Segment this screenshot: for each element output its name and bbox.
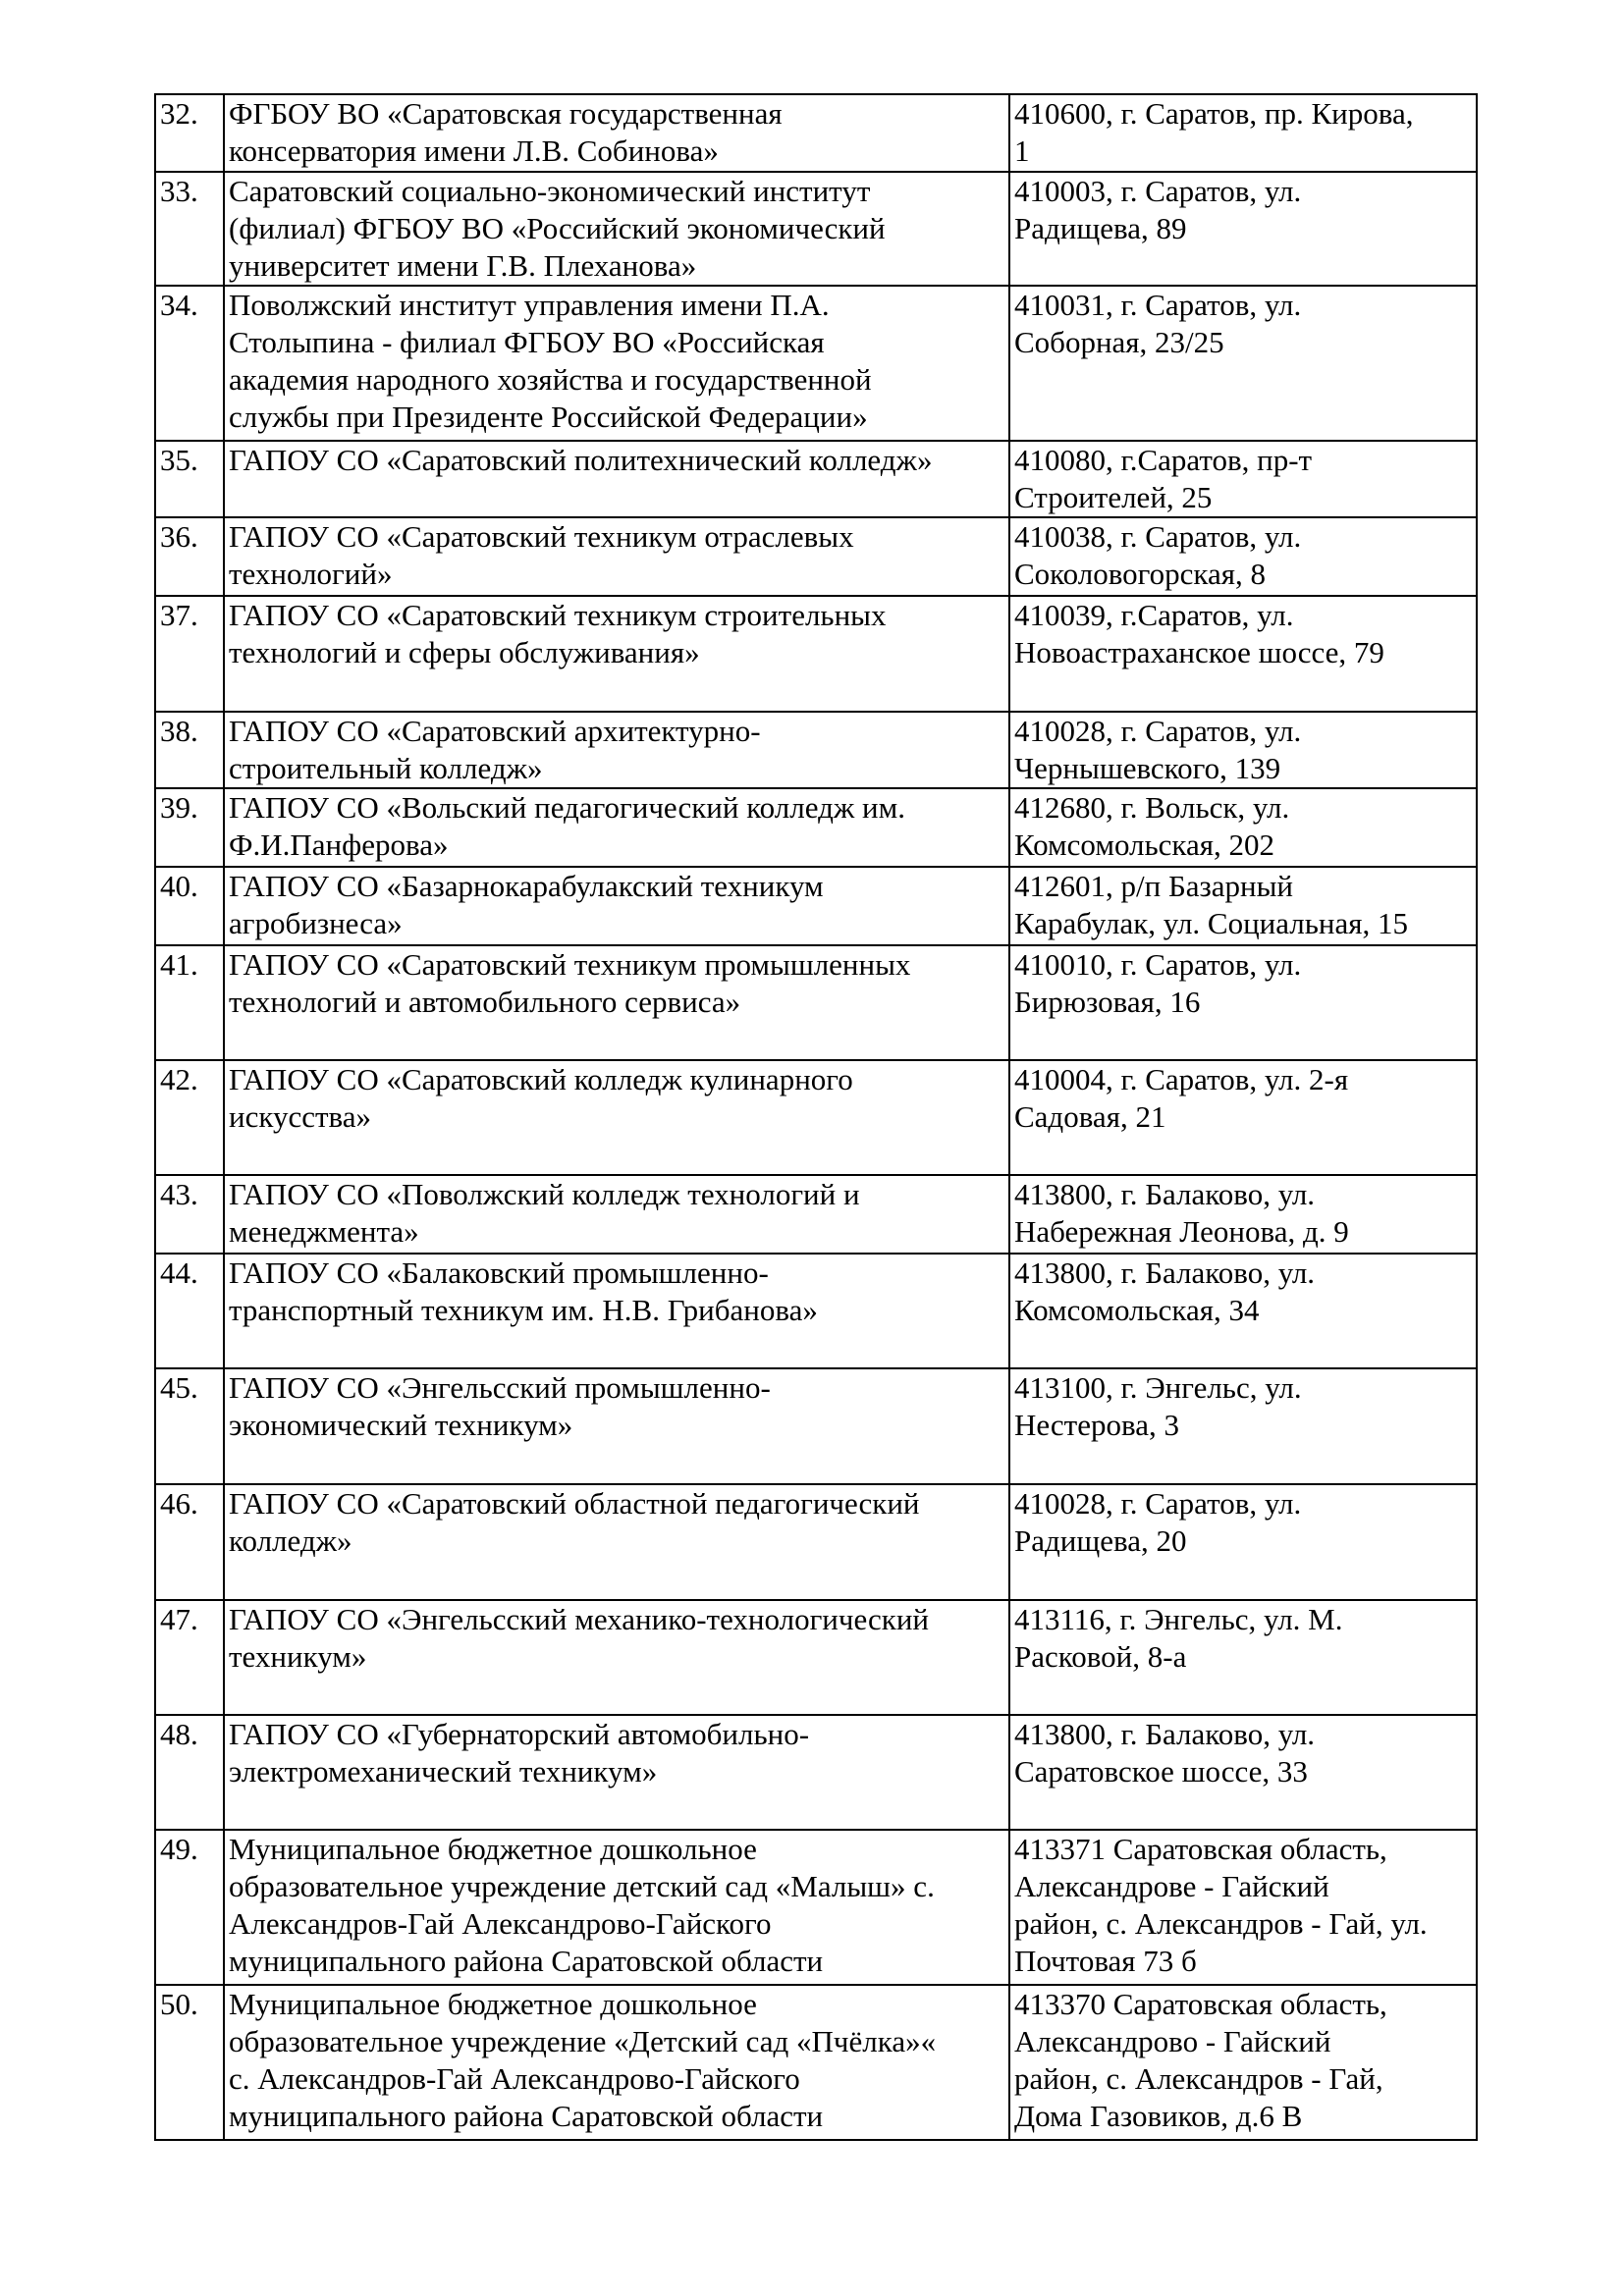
table-row (155, 441, 1477, 517)
table-row (155, 1060, 1477, 1175)
organization-name: ГАПОУ СО «Саратовский техникум отраслевых технологий» (224, 517, 1009, 596)
table-row (155, 1254, 1477, 1368)
row-number: 40. (155, 867, 224, 945)
row-number: 32. (155, 94, 224, 172)
organization-name: ГАПОУ СО «Саратовский политехнический колледж» (224, 441, 1009, 517)
organization-address: 410600, г. Саратов, пр. Кирова, 1 (1009, 94, 1477, 172)
row-number: 50. (155, 1985, 224, 2140)
organization-name: ГАПОУ СО «Базарнокарабулакский техникум агробизнеса» (224, 867, 1009, 945)
table-row (155, 1368, 1477, 1484)
organization-address: 413800, г. Балаково, ул. Комсомольская, 34 (1009, 1254, 1477, 1368)
row-number: 45. (155, 1368, 224, 1484)
organization-name: ГАПОУ СО «Вольский педагогический колледж им. Ф.И.Панферова» (224, 788, 1009, 867)
table-row (155, 1600, 1477, 1715)
row-number: 46. (155, 1484, 224, 1600)
row-number: 42. (155, 1060, 224, 1175)
organizations-table (154, 93, 1478, 2141)
row-number: 47. (155, 1600, 224, 1715)
organization-name: ГАПОУ СО «Саратовский техникум строительных технологий и сферы обслуживания» (224, 596, 1009, 712)
organization-name: ГАПОУ СО «Балаковский промышленно- транспортный техникум им. Н.В. Грибанова» (224, 1254, 1009, 1368)
organization-address: 412680, г. Вольск, ул. Комсомольская, 202 (1009, 788, 1477, 867)
organization-name: ГАПОУ СО «Саратовский архитектурно- строительный колледж» (224, 712, 1009, 788)
organization-name: ГАПОУ СО «Поволжский колледж технологий и менеджмента» (224, 1175, 1009, 1254)
organization-address: 410031, г. Саратов, ул. Соборная, 23/25 (1009, 286, 1477, 441)
table-row (155, 788, 1477, 867)
organization-address: 410010, г. Саратов, ул. Бирюзовая, 16 (1009, 945, 1477, 1060)
row-number: 38. (155, 712, 224, 788)
organization-address: 410003, г. Саратов, ул. Радищева, 89 (1009, 172, 1477, 286)
row-number: 35. (155, 441, 224, 517)
organization-address: 413100, г. Энгельс, ул. Нестерова, 3 (1009, 1368, 1477, 1484)
row-number: 39. (155, 788, 224, 867)
organization-name: Саратовский социально-экономический институт (филиал) ФГБОУ ВО «Российский экономический университет имени Г.В. Плеханова» (224, 172, 1009, 286)
organization-address: 410080, г.Саратов, пр-т Строителей, 25 (1009, 441, 1477, 517)
table-row (155, 1484, 1477, 1600)
organization-name: Муниципальное бюджетное дошкольное образовательное учреждение «Детский сад «Пчёлка»« с. Александров-Гай Александрово-Гайского муниципального района Саратовской области (224, 1985, 1009, 2140)
row-number: 41. (155, 945, 224, 1060)
organization-address: 412601, р/п Базарный Карабулак, ул. Социальная, 15 (1009, 867, 1477, 945)
row-number: 36. (155, 517, 224, 596)
table-row (155, 867, 1477, 945)
table-row (155, 596, 1477, 712)
table-row (155, 1715, 1477, 1830)
table-row (155, 517, 1477, 596)
organization-address: 413371 Саратовская область, Александрове - Гайский район, с. Александров - Гай, ул. Почтовая 73 б (1009, 1830, 1477, 1985)
table-row (155, 1175, 1477, 1254)
organization-name: ГАПОУ СО «Саратовский колледж кулинарного искусства» (224, 1060, 1009, 1175)
organization-address: 413370 Саратовская область, Александрово - Гайский район, с. Александров - Гай, Дома Газовиков, д.6 В (1009, 1985, 1477, 2140)
row-number: 33. (155, 172, 224, 286)
row-number: 48. (155, 1715, 224, 1830)
table-row (155, 712, 1477, 788)
row-number: 37. (155, 596, 224, 712)
organization-address: 410038, г. Саратов, ул. Соколовогорская, 8 (1009, 517, 1477, 596)
organization-address: 410028, г. Саратов, ул. Радищева, 20 (1009, 1484, 1477, 1600)
organization-address: 410028, г. Саратов, ул. Чернышевского, 139 (1009, 712, 1477, 788)
organization-address: 413800, г. Балаково, ул. Набережная Леонова, д. 9 (1009, 1175, 1477, 1254)
table-row (155, 94, 1477, 172)
organization-name: ГАПОУ СО «Губернаторский автомобильно- электромеханический техникум» (224, 1715, 1009, 1830)
organization-address: 410004, г. Саратов, ул. 2-я Садовая, 21 (1009, 1060, 1477, 1175)
table-row (155, 1830, 1477, 1985)
row-number: 49. (155, 1830, 224, 1985)
table-row (155, 172, 1477, 286)
organization-name: ФГБОУ ВО «Саратовская государственная консерватория имени Л.В. Собинова» (224, 94, 1009, 172)
row-number: 43. (155, 1175, 224, 1254)
row-number: 44. (155, 1254, 224, 1368)
organization-name: ГАПОУ СО «Энгельсский механико-технологический техникум» (224, 1600, 1009, 1715)
organization-address: 413800, г. Балаково, ул. Саратовское шоссе, 33 (1009, 1715, 1477, 1830)
organization-name: Муниципальное бюджетное дошкольное образовательное учреждение детский сад «Малыш» с. Александров-Гай Александрово-Гайского муниципального района Саратовской области (224, 1830, 1009, 1985)
row-number: 34. (155, 286, 224, 441)
table-row (155, 286, 1477, 441)
organization-name: ГАПОУ СО «Саратовский областной педагогический колледж» (224, 1484, 1009, 1600)
organization-address: 413116, г. Энгельс, ул. М. Расковой, 8-а (1009, 1600, 1477, 1715)
organization-name: Поволжский институт управления имени П.А. Столыпина - филиал ФГБОУ ВО «Российская академия народного хозяйства и государственной службы при Президенте Российской Федерации» (224, 286, 1009, 441)
table-row (155, 945, 1477, 1060)
organization-address: 410039, г.Саратов, ул. Новоастраханское шоссе, 79 (1009, 596, 1477, 712)
organization-name: ГАПОУ СО «Саратовский техникум промышленных технологий и автомобильного сервиса» (224, 945, 1009, 1060)
table-row (155, 1985, 1477, 2140)
organization-name: ГАПОУ СО «Энгельсский промышленно- экономический техникум» (224, 1368, 1009, 1484)
